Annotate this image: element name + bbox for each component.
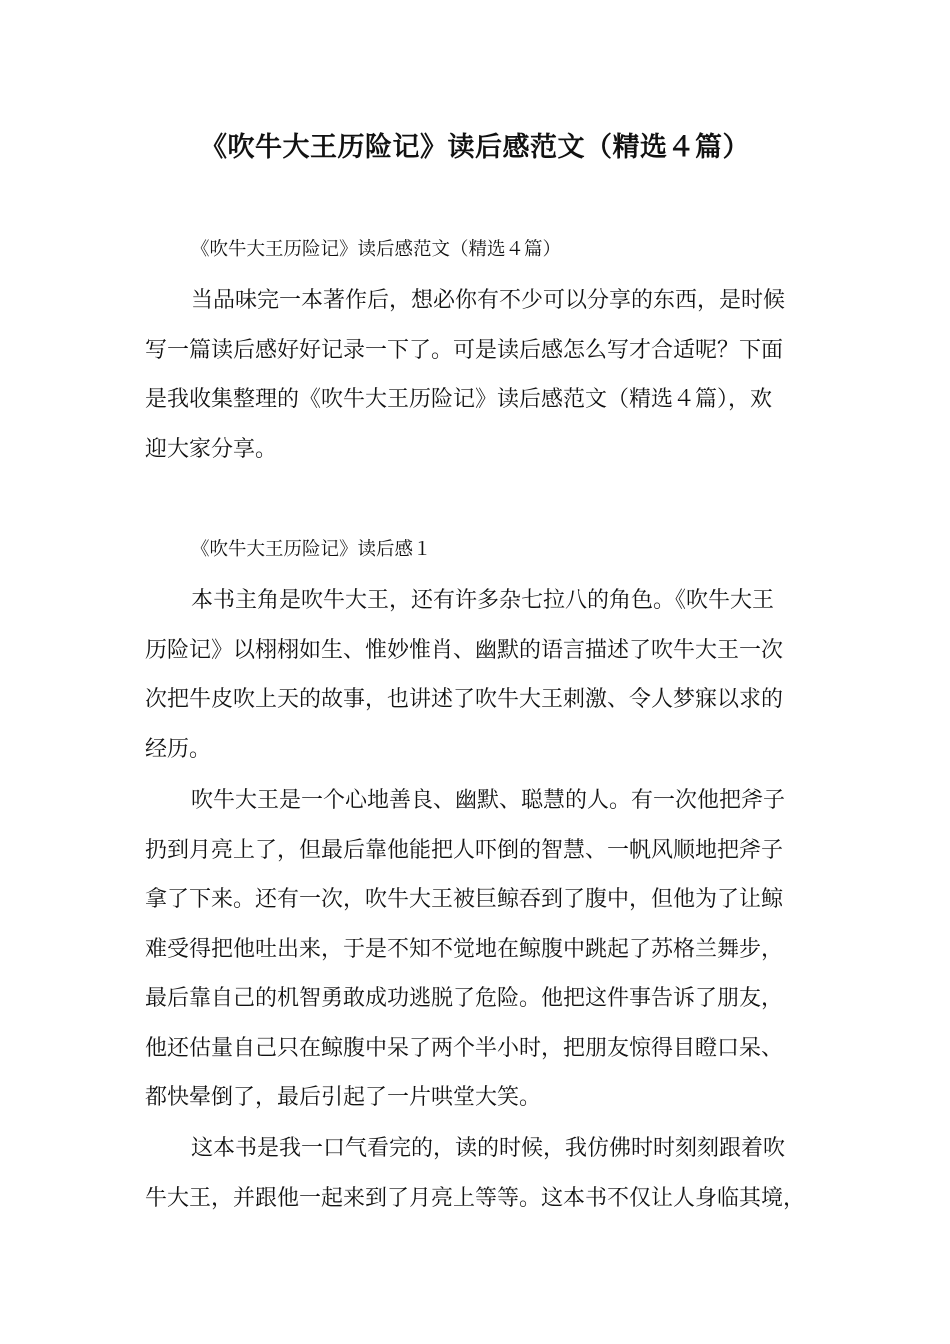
paragraph-line: 写一篇读后感好好记录一下了。可是读后感怎么写才合适呢？下面 [145, 337, 784, 363]
paragraph-line: 次把牛皮吹上天的故事，也讲述了吹牛大王刺激、令人梦寐以求的 [145, 687, 784, 712]
paragraph-line: 迎大家分享。 [145, 436, 278, 462]
paragraph-line: 这本书是我一口气看完的，读的时候，我仿佛时时刻刻跟着吹 [191, 1136, 786, 1161]
document-title: 《吹牛大王历险记》读后感范文（精选４篇） [200, 132, 750, 163]
paragraph-line: 本书主角是吹牛大王，还有许多杂七拉八的角色。《吹牛大王 [191, 588, 775, 613]
paragraph-line: 吹牛大王是一个心地善良、幽默、聪慧的人。有一次他把斧子 [191, 788, 786, 813]
paragraph-line: 最后靠自己的机智勇敢成功逃脱了危险。他把这件事告诉了朋友， [145, 986, 784, 1011]
paragraph-line: 都快晕倒了，最后引起了一片哄堂大笑。 [145, 1085, 542, 1110]
section-heading: 《吹牛大王历险记》读后感１ [191, 539, 432, 560]
paragraph-line: 当品味完一本著作后，想必你有不少可以分享的东西，是时候 [191, 288, 786, 313]
paragraph-line: 扔到月亮上了，但最后靠他能把人吓倒的智慧、一帆风顺地把斧子 [145, 837, 784, 863]
paragraph-line: 是我收集整理的《吹牛大王历险记》读后感范文（精选４篇），欢 [145, 387, 773, 412]
body-paragraph-3 [145, 1124, 845, 1223]
body-paragraph-2 [145, 776, 845, 1123]
paragraph-line: 拿了下来。还有一次，吹牛大王被巨鲸吞到了腹中，但他为了让鲸 [145, 887, 784, 912]
intro-paragraph [145, 276, 845, 474]
paragraph-line: 他还估量自己只在鲸腹中呆了两个半小时，把朋友惊得目瞪口呆、 [145, 1035, 784, 1061]
paragraph-line: 牛大王，并跟他一起来到了月亮上等等。这本书不仅让人身临其境， [145, 1185, 806, 1211]
paragraph-line: 难受得把他吐出来，于是不知不觉地在鲸腹中跳起了苏格兰舞步， [145, 936, 784, 962]
document-subtitle: 《吹牛大王历险记》读后感范文（精选４篇） [191, 239, 562, 260]
paragraph-line: 历险记》以栩栩如生、惟妙惟肖、幽默的语言描述了吹牛大王一次 [145, 637, 784, 663]
paragraph-line: 经历。 [145, 736, 212, 762]
body-paragraph-1 [145, 576, 845, 774]
